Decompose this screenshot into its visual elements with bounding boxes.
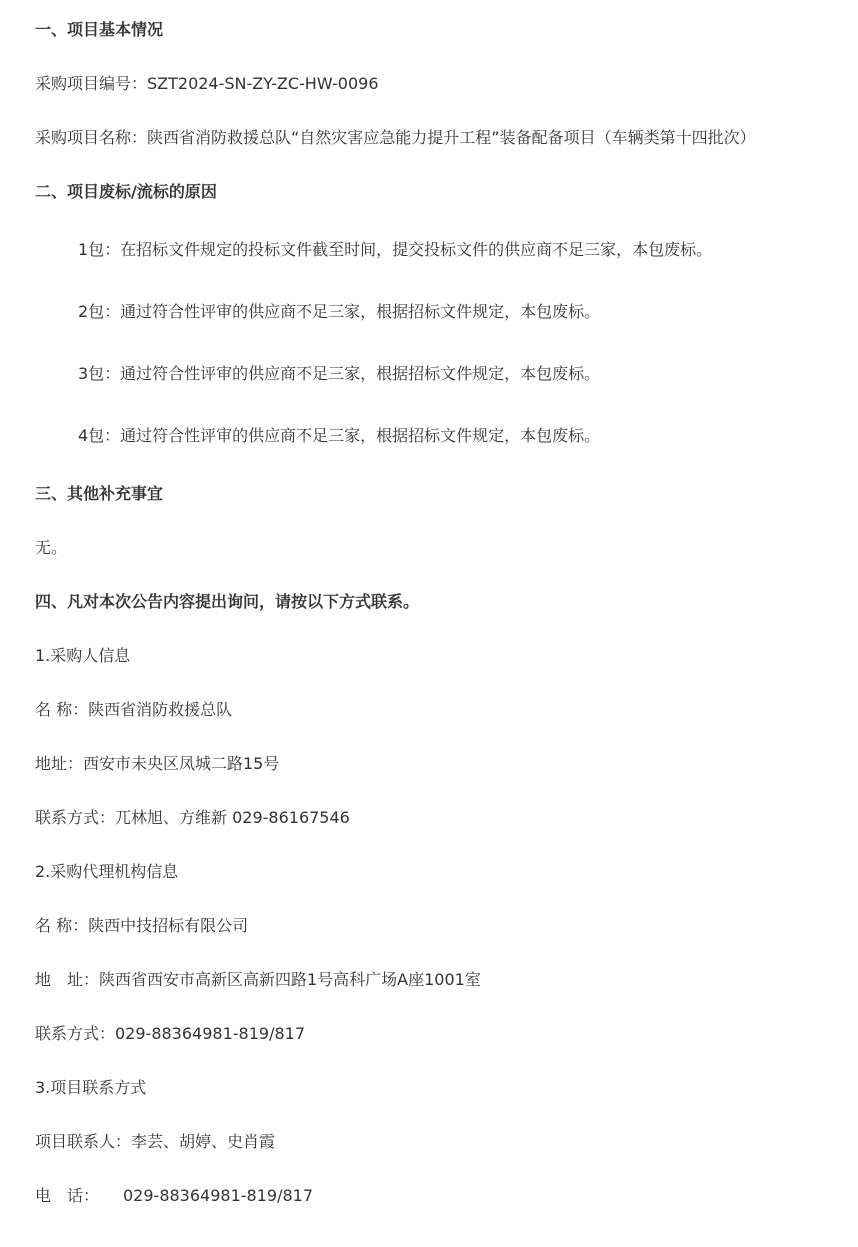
agency-info-title: 2.采购代理机构信息 (35, 862, 179, 881)
section-heading-failure-reason: 二、项目废标/流标的原因 (35, 182, 217, 201)
project-name: 采购项目名称：陕西省消防救援总队“自然灾害应急能力提升工程”装备配备项目（车辆类第十四批次） (35, 128, 756, 147)
project-number: 采购项目编号：SZT2024-SN-ZY-ZC-HW-0096 (35, 74, 379, 93)
other-matters-content: 无。 (35, 538, 68, 557)
purchaser-name: 名 称：陕西省消防救援总队 (35, 700, 233, 719)
project-contact-persons: 项目联系人：李芸、胡婷、史肖霞 (35, 1132, 276, 1151)
package-reason-3: 3包：通过符合性评审的供应商不足三家，根据招标文件规定，本包废标。 (78, 364, 601, 383)
agency-name: 名 称：陕西中技招标有限公司 (35, 916, 249, 935)
purchaser-info-title: 1.采购人信息 (35, 646, 131, 665)
package-reason-2: 2包：通过符合性评审的供应商不足三家，根据招标文件规定，本包废标。 (78, 302, 601, 321)
project-contact-title: 3.项目联系方式 (35, 1078, 147, 1097)
agency-contact: 联系方式：029-88364981-819/817 (35, 1024, 305, 1043)
section-heading-other-matters: 三、其他补充事宜 (35, 484, 164, 503)
project-contact-phone: 电 话： 029-88364981-819/817 (35, 1186, 313, 1205)
purchaser-contact: 联系方式：兀林旭、方维新 029-86167546 (35, 808, 350, 827)
agency-address: 地 址：陕西省西安市高新区高新四路1号高科广场A座1001室 (35, 970, 481, 989)
package-reason-1: 1包：在招标文件规定的投标文件截至时间，提交投标文件的供应商不足三家，本包废标。 (78, 240, 713, 259)
purchaser-address: 地址：西安市未央区凤城二路15号 (35, 754, 280, 773)
section-heading-contact: 四、凡对本次公告内容提出询问，请按以下方式联系。 (35, 592, 420, 611)
package-reason-4: 4包：通过符合性评审的供应商不足三家，根据招标文件规定，本包废标。 (78, 426, 601, 445)
section-heading-basic-info: 一、项目基本情况 (35, 20, 164, 39)
